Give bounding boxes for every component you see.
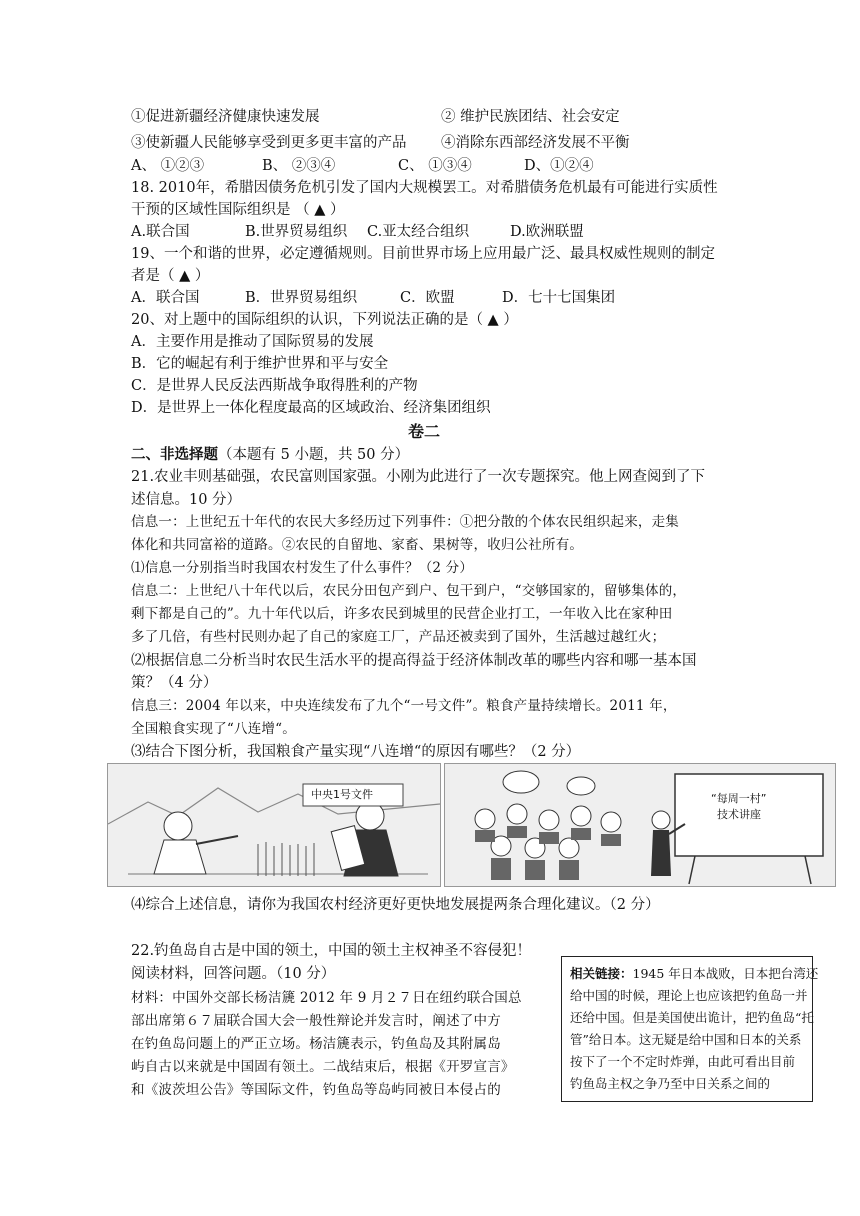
q17-statement-4: ④消除东西部经济发展不平衡 <box>441 135 630 151</box>
related-link-text-1: 1945 年日本战败，日本把台湾还 <box>632 966 819 981</box>
q19-stem-line-1: 19、一个和谐的世界，必定遵循规则。目前世界市场上应用最广泛、最具权威性规则的制定 <box>131 246 715 262</box>
q17-option-d: D、①②④ <box>524 158 594 174</box>
q21-sub-question-4: ⑷综合上述信息，请你为我国农村经济更好更快地发展提两条合理化建议。（2 分） <box>131 897 660 913</box>
q19-option-c: C．欧盟 <box>400 290 455 306</box>
q17-option-b: B、 ②③④ <box>262 158 336 174</box>
q22-stem-line-2: 阅读材料，回答问题。（10 分） <box>131 966 336 982</box>
q18-option-c: C.亚太经合组织 <box>367 224 470 240</box>
q17-statement-2: ② 维护民族团结、社会安定 <box>441 109 620 125</box>
related-link-line-4: 管”给日本。这无疑是给中国和日本的关系 <box>570 1032 802 1047</box>
q19-option-a: A．联合国 <box>131 290 200 306</box>
q21-info3-line-2: 全国粮食实现了“八连增“。 <box>131 721 296 737</box>
q21-info2-line-2: 剩下都是自己的”。九十年代以后，许多农民到城里的民营企业打工，一年收入比在家种田 <box>131 606 673 622</box>
section-subheading-bold: 二、非选择题 <box>131 446 218 463</box>
q21-info3-line-1: 信息三：2004 年以来，中央连续发布了九个“一号文件”。粮食产量持续增长。2011 年， <box>131 698 677 714</box>
q22-stem-line-1: 22.钓鱼岛自古是中国的领土，中国的领土主权神圣不容侵犯！ <box>131 943 532 959</box>
section-subheading-rest: （本题有 5 小题，共 50 分） <box>218 447 410 463</box>
related-link-box <box>561 956 819 1102</box>
section-title: 卷二 <box>408 422 441 441</box>
cartoon-lecture-image <box>444 763 836 887</box>
q20-option-c: C．是世界人民反法西斯战争取得胜利的产物 <box>131 378 418 394</box>
q22-material-line-2: 部出席第６７届联合国大会一般性辩论并发言时，阐述了中方 <box>131 1013 501 1029</box>
q19-option-b: B．世界贸易组织 <box>245 290 358 306</box>
q20-option-d: D．是世界上一体化程度最高的区域政治、经济集团组织 <box>131 400 491 416</box>
q20-option-b: B．它的崛起有利于维护世界和平与安全 <box>131 356 389 372</box>
related-link-line-6: 钓鱼岛主权之争乃至中日关系之间的 <box>570 1076 771 1091</box>
q18-option-b: B.世界贸易组织 <box>245 224 348 240</box>
related-link-line-3: 还给中国。但是美国使出诡计，把钓鱼岛“托 <box>570 1010 814 1025</box>
q21-sub-question-2-line-1: ⑵根据信息二分析当时农民生活水平的提高得益于经济体制改革的哪些内容和哪一基本国 <box>131 653 697 669</box>
q18-stem-line-2: 干预的区域性国际组织是 （ ▲ ） <box>131 202 345 218</box>
q21-info1-line-2: 体化和共同富裕的道路。②农民的自留地、家畜、果树等，收归公社所有。 <box>131 537 584 553</box>
q17-statement-3: ③使新疆人民能够享受到更多更丰富的产品 <box>131 135 407 151</box>
q18-option-d: D.欧洲联盟 <box>510 224 584 240</box>
cartoon-policy-drawing <box>108 764 440 886</box>
q21-sub-question-2-line-2: 策？（4 分） <box>131 675 218 691</box>
q17-option-a: A、 ①②③ <box>131 158 205 174</box>
related-link-line-5: 按下了一个不定时炸弹，由此可看出目前 <box>570 1054 796 1069</box>
q19-stem-line-2: 者是（ ▲ ） <box>131 268 210 284</box>
q21-sub-question-3: ⑶结合下图分析，我国粮食产量实现“八连增“的原因有哪些？（2 分） <box>131 744 581 760</box>
q21-sub-question-1: ⑴信息一分别指当时我国农村发生了什么事件？（2 分） <box>131 560 474 576</box>
q18-stem-line-1: 18. 2010年，希腊因债务危机引发了国内大规模罢工。对希腊债务危机最有可能进行实质性 <box>131 180 718 196</box>
q19-option-d: D．七十七国集团 <box>502 290 616 306</box>
related-link-line-1 <box>570 963 819 985</box>
q22-material-line-4: 屿自古以来就是中国固有领土。二战结束后，根据《开罗宣言》 <box>131 1059 515 1075</box>
q21-stem-line-2: 述信息。10 分） <box>131 492 242 508</box>
q22-material-line-5: 和《波茨坦公告》等国际文件，钓鱼岛等岛屿同被日本侵占的 <box>131 1082 501 1098</box>
cartoon-policy-image <box>107 763 441 887</box>
q22-material-line-3: 在钓鱼岛问题上的严正立场。杨洁篪表示，钓鱼岛及其附属岛 <box>131 1036 501 1052</box>
q21-info2-line-3: 多了几倍，有些村民则办起了自己的家庭工厂，产品还被卖到了国外，生活越过越红火； <box>131 629 666 645</box>
section-subheading <box>131 444 409 466</box>
cartoon-policy-label: 中央1号文件 <box>311 788 373 801</box>
cartoon-lecture-label-2: 技术讲座 <box>717 808 761 821</box>
related-link-heading: 相关链接： <box>570 966 633 981</box>
q17-option-c: C、 ①③④ <box>398 158 472 174</box>
q21-info1-line-1: 信息一：上世纪五十年代的农民大多经历过下列事件：①把分散的个体农民组织起来，走集 <box>131 514 679 530</box>
q20-option-a: A．主要作用是推动了国际贸易的发展 <box>131 334 374 350</box>
q22-material-line-1: 材料：中国外交部长杨洁篪 2012 年 9 月２７日在纽约联合国总 <box>131 990 522 1006</box>
related-link-line-2: 给中国的时候，理论上也应该把钓鱼岛一并 <box>570 988 808 1003</box>
cartoon-lecture-drawing <box>445 764 835 886</box>
q21-stem-line-1: 21.农业丰则基础强，农民富则国家强。小刚为此进行了一次专题探究。他上网查阅到了下 <box>131 469 706 485</box>
q20-stem: 20、对上题中的国际组织的认识，下列说法正确的是（ ▲ ） <box>131 312 518 328</box>
q17-statement-1: ①促进新疆经济健康快速发展 <box>131 109 320 125</box>
cartoon-lecture-label-1: “每周一村” <box>711 792 767 805</box>
q21-info2-line-1: 信息二：上世纪八十年代以后，农民分田包产到户、包干到户，“交够国家的，留够集体的， <box>131 583 687 599</box>
q18-option-a: A.联合国 <box>131 224 190 240</box>
